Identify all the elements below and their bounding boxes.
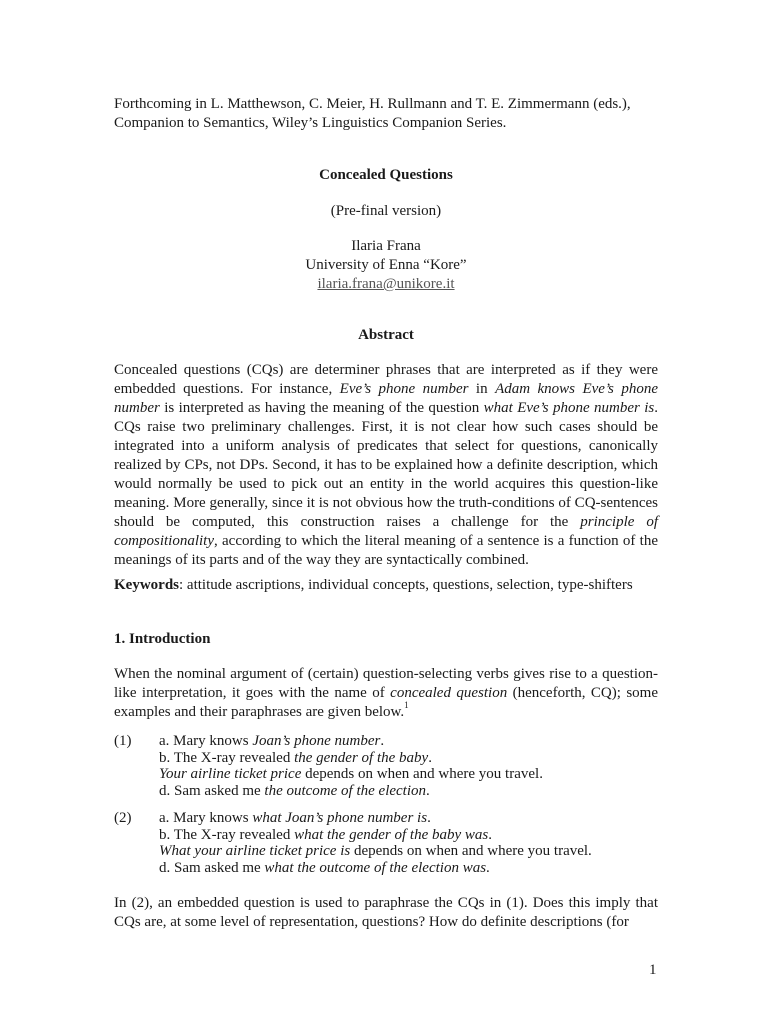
keywords-text: : attitude ascriptions, individual concepts, questions, selection, type-shifters <box>179 577 633 593</box>
intro-paragraph: When the nominal argument of (certain) question-selecting verbs gives rise to a question-like interpretation, it goes with the name of concealed question (henceforth, CQ); some examples and their paraphrases are given below.$^1$ <box>114 666 658 720</box>
closing-paragraph: In (2), an embedded question is used to paraphrase the CQs in (1). Does this imply that CQs are, at some level of representation, questions? How do definite descriptions (for <box>114 895 658 930</box>
abstract-paragraph: Concealed questions (CQs) are determiner phrases that are interpreted as if they were embedded questions. For instance, Eve’s phone number in Adam knows Eve’s phone number is interpreted as having the meaning of the question what Eve’s phone number is. CQs raise two preliminary challenges. First, it is not clear how such cases should be integrated into a uniform analysis of predicates that select for questions, canonically realized by CPs, not DPs. Second, it has to be explained how a definite description, which would normally be used to pick out an entity in the world acquires this question-like meaning. More generally, since it is not obvious how the truth-conditions of CQ-sentences should be computed, this construction raises a challenge for the principle of compositionality, according to which the literal meaning of a sentence is a function of the meanings of its parts and of the way they are syntactically combined. <box>114 362 658 568</box>
forthcoming-line-1: Forthcoming in L. Matthewson, C. Meier, H. Rullmann and T. E. Zimmermann (eds.), <box>114 96 631 112</box>
forthcoming-line-2: Companion to Semantics, Wiley’s Linguistics Companion Series. <box>114 115 507 131</box>
keywords-line <box>114 576 658 595</box>
example-1a: a. Mary knows Joan’s phone number. <box>159 733 385 749</box>
example-1b: b. The X-ray revealed the gender of the baby. <box>159 749 432 766</box>
example-2a: a. Mary knows what Joan’s phone number is. <box>159 810 431 826</box>
example-2b: b. The X-ray revealed what the gender of the baby was. <box>159 826 492 843</box>
example-2-number: (2) <box>114 810 132 826</box>
keywords-label: Keywords <box>114 577 179 593</box>
example-1d: d. Sam asked me the outcome of the election. <box>159 782 430 799</box>
example-2c: What your airline ticket price is depends on when and where you travel. <box>159 843 592 859</box>
version-note: (Pre-final version) <box>330 203 442 219</box>
author-email-link[interactable]: ilaria.frana@unikore.it <box>317 276 455 292</box>
footnote-marker[interactable]: 1 <box>404 700 409 710</box>
example-1-number: (1) <box>114 733 132 749</box>
forthcoming-note <box>114 95 658 133</box>
paper-title: Concealed Questions <box>319 167 453 183</box>
section-heading-introduction: 1. Introduction <box>114 631 211 647</box>
page-number: 1 <box>649 962 657 978</box>
author-name: Ilaria Frana <box>351 238 421 254</box>
example-1c: Your airline ticket price depends on when and where you travel. <box>159 766 543 782</box>
author-block <box>114 237 658 294</box>
abstract-heading: Abstract <box>358 327 414 343</box>
example-2d: d. Sam asked me what the outcome of the election was. <box>159 859 490 876</box>
author-affiliation: University of Enna “Kore” <box>305 257 467 273</box>
